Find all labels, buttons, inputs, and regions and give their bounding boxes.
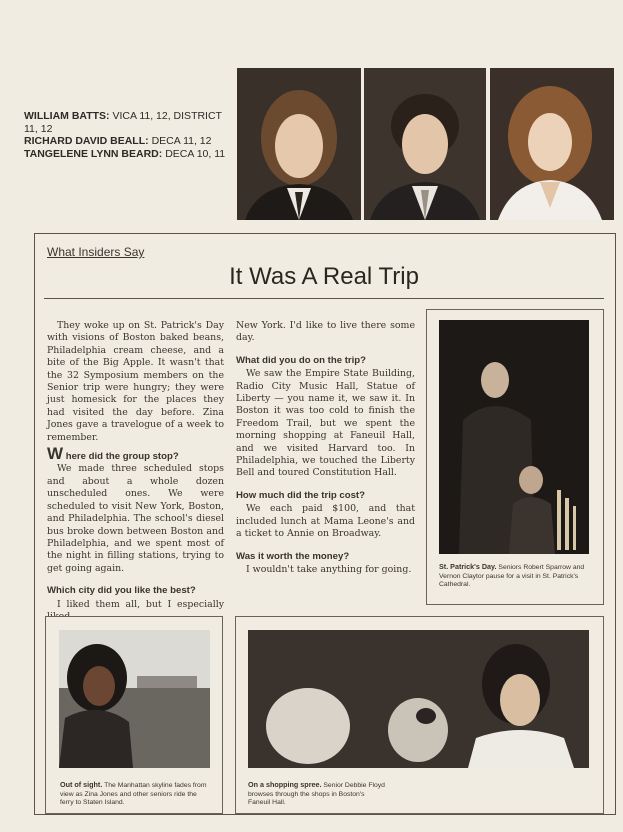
name-entry: TANGELENE LYNN BEARD: DECA 10, 11 bbox=[24, 147, 226, 160]
answer-5: I wouldn't take anything for going. bbox=[246, 563, 412, 575]
feature-kicker: What Insiders Say bbox=[47, 245, 145, 259]
question-4: How much did the trip cost? bbox=[236, 489, 365, 501]
shopping-caption: On a shopping spree. Senior Debbie Floyd browses through the shops in Boston's Faneuil Hall. bbox=[248, 780, 385, 807]
cathedral-caption: St. Patrick's Day. Seniors Robert Sparrow and Vernon Claytor pause for a visit in St. Patrick's Cathedral. bbox=[439, 562, 585, 589]
feature-headline: It Was A Real Trip bbox=[229, 263, 419, 290]
answer-4: We each paid $100, and that included lunch at Mama Leone's and a ticket to Annie on Broadway. bbox=[236, 503, 415, 540]
portrait-richard-david-beall bbox=[364, 68, 486, 220]
portrait-william-batts bbox=[237, 68, 361, 220]
shopping-photo bbox=[248, 630, 589, 768]
question-3: What did you do on the trip? bbox=[236, 354, 367, 366]
question-5: Was it worth the money? bbox=[236, 550, 350, 562]
article-column-2 bbox=[236, 320, 415, 578]
article-column-1 bbox=[47, 320, 224, 625]
name-entry: RICHARD DAVID BEALL: DECA 11, 12 bbox=[24, 135, 212, 147]
ferry-photo bbox=[59, 630, 210, 768]
continued-paragraph: New York. I'd like to live there some day. bbox=[236, 320, 415, 344]
answer-3: We saw the Empire State Building, Radio City Music Hall, Statue of Liberty — you name it, we saw it. In Boston it was too cold to finish the Freedom Trail, but we spent the morning shopping at Faneuil Hall, and we visited Harvard too. In Philadelphia, we touched the Liberty Bell and toured Constitution Hall. bbox=[236, 368, 415, 479]
headline-rule bbox=[44, 298, 604, 299]
answer-1: We made three scheduled stops and about a whole dozen unscheduled ones. We were scheduled to visit New York, Boston, and Philadelphia. The school's diesel bus broke down between Boston and Philadelphia, and we spent most of the night in filling stations, trying to get going again. bbox=[47, 463, 224, 574]
question-2: Which city did you like the best? bbox=[47, 585, 196, 597]
portrait-tangelene-lynn-beard bbox=[490, 68, 614, 220]
intro-paragraph: They woke up on St. Patrick's Day with visions of Boston baked beans, Philadelphia cream cheese, and a bite of the Big Apple. It wasn't that the 32 Symposium members on the Senior trip were hungry; they were just homesick for the places they had visited the day before. Zina Jones gave a travelogue of a week to remember. bbox=[47, 320, 224, 443]
name-list bbox=[24, 110, 234, 160]
name-entry: WILLIAM BATTS: VICA 11, 12, DISTRICT 11, 12 bbox=[24, 110, 222, 135]
answer-2: I liked them all, but I especially bbox=[57, 598, 224, 610]
ferry-caption: Out of sight. The Manhattan skyline fades from view as Zina Jones and other seniors ride the ferry to Staten Island. bbox=[60, 780, 207, 807]
cathedral-photo bbox=[439, 320, 589, 554]
question-1: W here did the group stop? bbox=[47, 444, 179, 464]
